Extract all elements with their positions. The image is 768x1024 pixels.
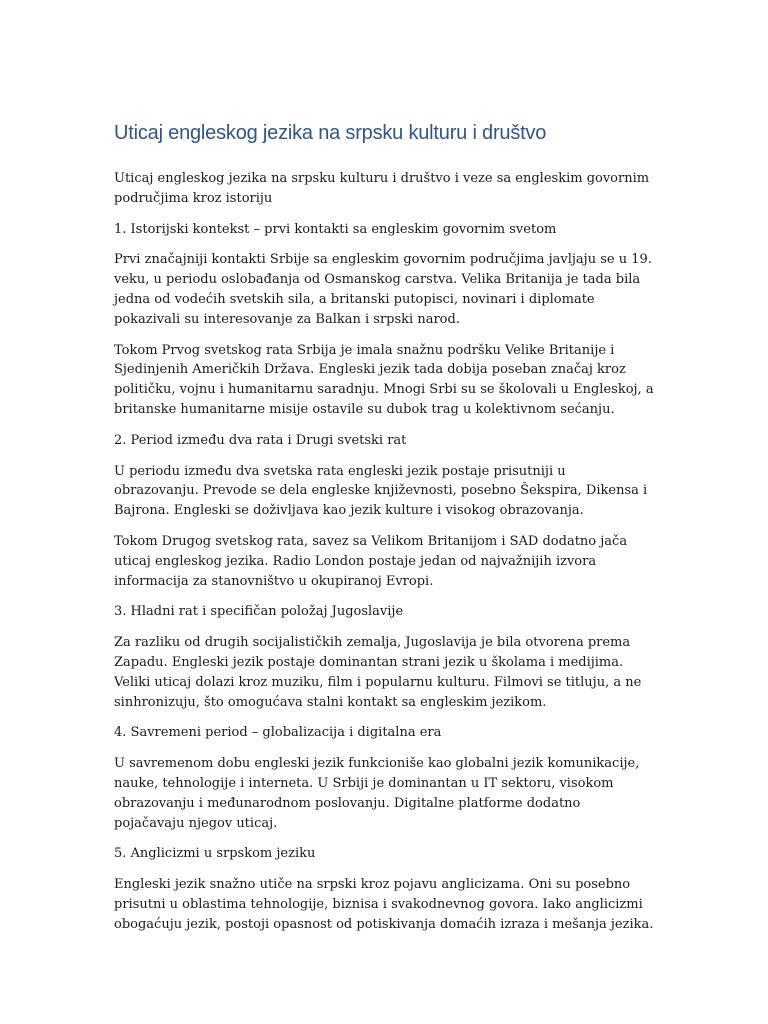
body-paragraph: Tokom Drugog svetskog rata, savez sa Velikom Britanijom i SAD dodatno jača uticaj engleskog jezika. Radio London postaje jedan od najvažnijih izvora informacija za stanovništvo u okupiranoj Evropi. [114,533,628,589]
body-paragraph: Za razliku od drugih socijalističkih zemalja, Jugoslavija je bila otvorena prema Zapadu. Engleski jezik postaje dominantan strani jezik u školama i medijima. Veliki uticaj dolazi kroz muziku, film i popularnu kulturu. Filmovi se titluju, a ne sinhronizuju, što omogućava stalni kontakt sa engleskim jezikom. [114,635,642,710]
section-heading-2: 2. Period između dva rata i Drugi svetski rat [114,432,407,448]
section-heading-3: 3. Hladni rat i specifičan položaj Jugoslavije [114,604,404,620]
body-paragraph: Prvi značajniji kontakti Srbije sa engleskim govornim područjima javljaju se u 19. veku, u periodu oslobađanja od Osmanskog carstva. Velika Britanija je tada bila jedna od vodećih svetskih sila, a britanski putopisci, novinari i diplomate pokazivali su interesovanje za Balkan i srpski narod. [114,252,652,327]
section-heading-4: 4. Savremeni period – globalizacija i digitalna era [114,725,442,741]
section-heading-5: 5. Anglicizmi u srpskom jeziku [114,846,316,862]
body-paragraph: U periodu između dva svetska rata engleski jezik postaje prisutniji u obrazovanju. Prevode se dela engleske književnosti, posebno Šekspira, Dikensa i Bajrona. Engleski se doživljava kao jezik kulture i visokog obrazovanja. [114,463,648,519]
document-title: Uticaj engleskog jezika na srpsku kulturu i društvo [114,122,547,144]
section-heading-1: 1. Istorijski kontekst – prvi kontakti sa engleskim govornim svetom [114,221,557,237]
body-paragraph: U savremenom dobu engleski jezik funkcioniše kao globalni jezik komunikacije, nauke, tehnologije i interneta. U Srbiji je dominantan u IT sektoru, visokom obrazovanju i međunarodnom poslovanju. Digitalne platforme dodatno pojačavaju njegov uticaj. [114,756,640,831]
body-paragraph: Tokom Prvog svetskog rata Srbija je imala snažnu podršku Velike Britanije i Sjedinjenih Američkih Država. Engleski jezik tada dobija poseban značaj kroz političku, vojnu i humanitarnu saradnju. Mnogi Srbi su se školovali u Engleskoj, a britanske humanitarne misije ostavile su dubok trag u kolektivnom sećanju. [114,342,654,417]
body-paragraph: Engleski jezik snažno utiče na srpski kroz pojavu anglicizama. Oni su posebno prisutni u oblastima tehnologije, biznisa i svakodnevnog govora. Iako anglicizmi obogaćuju jezik, postoji opasnost od potiskivanja domaćih izraza i mešanja jezika. [114,877,654,932]
document-page [114,119,654,946]
intro-paragraph: Uticaj engleskog jezika na srpsku kulturu i društvo i veze sa engleskim govornim područjima kroz istoriju [114,171,650,206]
